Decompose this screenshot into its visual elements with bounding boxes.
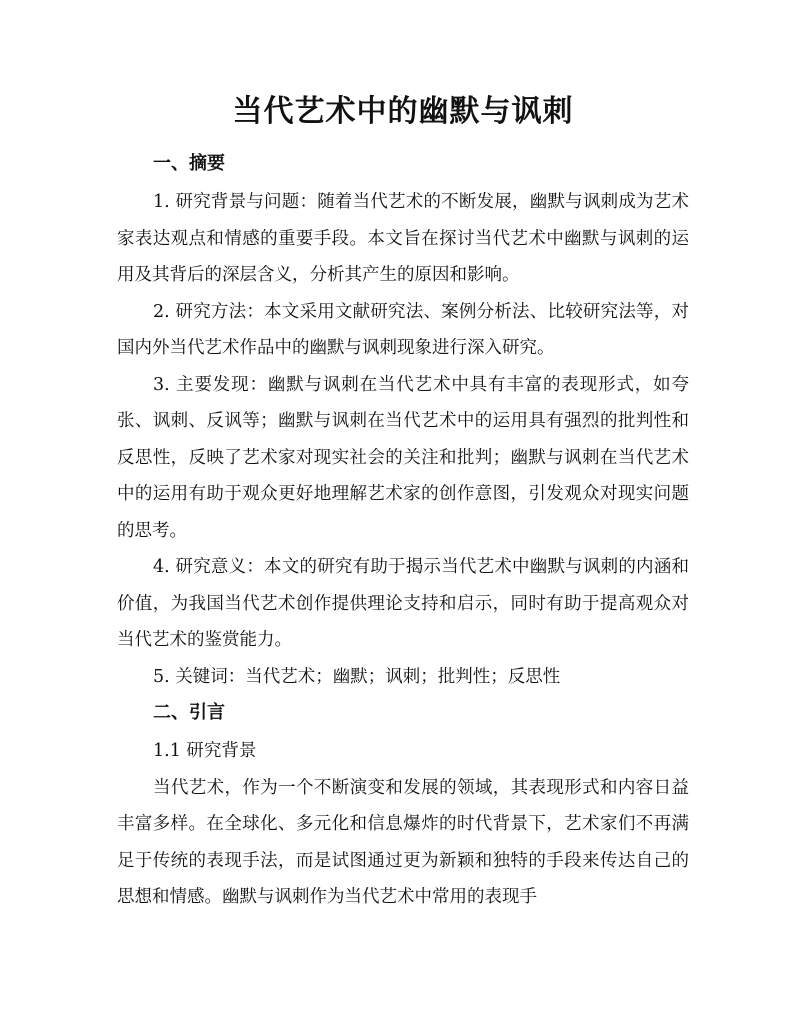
section-heading-intro: 二、引言 [153,702,225,723]
abstract-item-1: 1. 研究背景与问题：随着当代艺术的不断发展，幽默与讽刺成为艺术家表达观点和情感的重要手段。本文旨在探讨当代艺术中幽默与讽刺的运用及其背后的深层含义，分析其产生的原因和影响。 [117,192,689,285]
abstract-item-4: 4. 研究意义：本文的研究有助于揭示当代艺术中幽默与讽刺的内涵和价值，为我国当代艺术创作提供理论支持和启示，同时有助于提高观众对当代艺术的鉴赏能力。 [117,557,689,650]
subsection-heading-background: 1.1 研究背景 [153,741,257,761]
section-heading-abstract: 一、摘要 [153,153,225,174]
abstract-item-3: 3. 主要发现：幽默与讽刺在当代艺术中具有丰富的表现形式，如夸张、讽刺、反讽等；幽默与讽刺在当代艺术中的运用具有强烈的批判性和反思性，反映了艺术家对现实社会的关注和批判；幽默与讽刺在当代艺术中的运用有助于观众更好地理解艺术家的创作意图，引发观众对现实问题的思考。 [117,374,689,541]
document-page [117,92,689,916]
abstract-item-2: 2. 研究方法：本文采用文献研究法、案例分析法、比较研究法等，对国内外当代艺术作品中的幽默与讽刺现象进行深入研究。 [117,301,689,358]
document-title: 当代艺术中的幽默与讽刺 [232,94,574,129]
intro-paragraph: 当代艺术，作为一个不断演变和发展的领域，其表现形式和内容日益丰富多样。在全球化、多元化和信息爆炸的时代背景下，艺术家们不再满足于传统的表现手法，而是试图通过更为新颖和独特的手段来传达自己的思想和情感。幽默与讽刺作为当代艺术中常用的表现手 [117,777,689,907]
abstract-item-5: 5. 关键词：当代艺术；幽默；讽刺；批判性；反思性 [153,666,561,687]
